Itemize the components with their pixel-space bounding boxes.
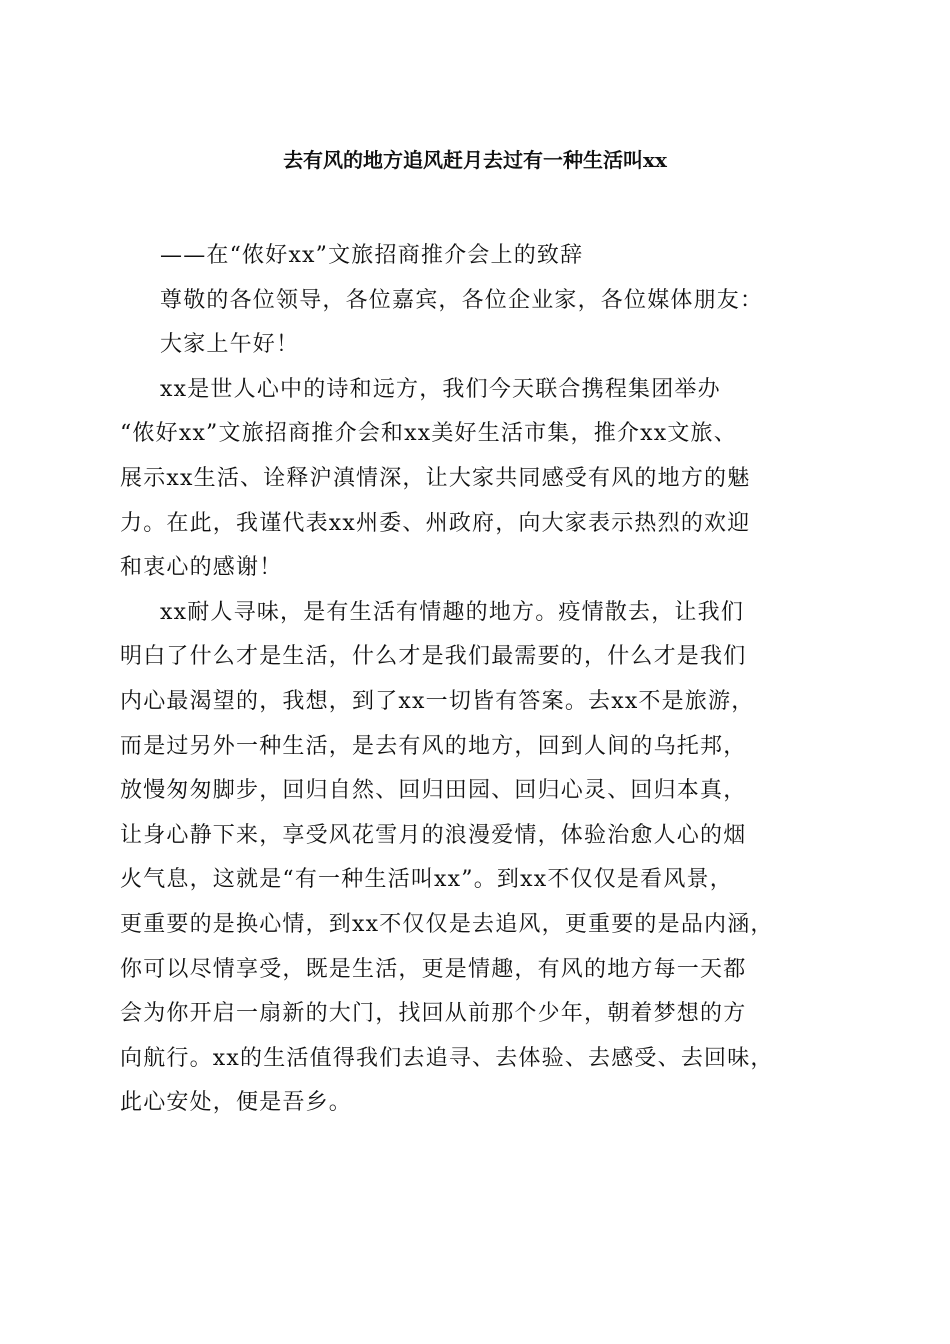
paragraph-line: 你可以尽情享受，既是生活，更是情趣，有风的地方每一天都 xyxy=(120,956,747,982)
paragraph-line: 此心安处，便是吾乡。 xyxy=(120,1090,353,1116)
paragraph-line: 和衷心的感谢！ xyxy=(120,555,283,581)
paragraph-line: xx耐人寻味，是有生活有情趣的地方。疫情散去，让我们 xyxy=(160,599,745,625)
paragraph-line: 展示xx生活、诠释沪滇情深，让大家共同感受有风的地方的魅 xyxy=(120,465,751,491)
paragraph-line: 更重要的是换心情，到xx不仅仅是去追风，更重要的是品内涵， xyxy=(120,911,774,937)
paragraph-2 xyxy=(120,591,832,1126)
paragraph-line: 火气息，这就是“有一种生活叫xx”。到xx不仅仅是看风景， xyxy=(120,867,733,893)
paragraph-line: 让身心静下来，享受风花雪月的浪漫爱情，体验治愈人心的烟 xyxy=(120,822,747,848)
paragraph-line: 力。在此，我谨代表xx州委、州政府，向大家表示热烈的欢迎 xyxy=(120,510,751,536)
paragraph-line: 放慢匆匆脚步，回归自然、回归田园、回归心灵、回归本真， xyxy=(120,778,747,804)
paragraph-line: 而是过另外一种生活，是去有风的地方，回到人间的乌托邦， xyxy=(120,733,747,759)
document-title: 去有风的地方追风赶月去过有一种生活叫xx xyxy=(283,148,667,172)
paragraph-line: xx是世人心中的诗和远方，我们今天联合携程集团举办 xyxy=(160,376,721,402)
paragraph-line: 内心最渴望的，我想，到了xx一切皆有答案。去xx不是旅游， xyxy=(120,688,755,714)
document-body xyxy=(120,234,832,1126)
greeting: 大家上午好！ xyxy=(160,332,300,358)
subtitle: ——在“侬好xx”文旅招商推介会上的致辞 xyxy=(160,243,584,268)
paragraph-line: 会为你开启一扇新的大门，找回从前那个少年，朝着梦想的方 xyxy=(120,1001,747,1027)
salutation: 尊敬的各位领导，各位嘉宾，各位企业家，各位媒体朋友： xyxy=(160,287,764,313)
paragraph-line: 向航行。xx的生活值得我们去追寻、去体验、去感受、去回味， xyxy=(120,1045,774,1071)
paragraph-1 xyxy=(120,368,832,591)
paragraph-line: 明白了什么才是生活，什么才是我们最需要的，什么才是我们 xyxy=(120,644,747,670)
paragraph-line: “侬好xx”文旅招商推介会和xx美好生活市集，推介xx文旅、 xyxy=(120,421,737,447)
